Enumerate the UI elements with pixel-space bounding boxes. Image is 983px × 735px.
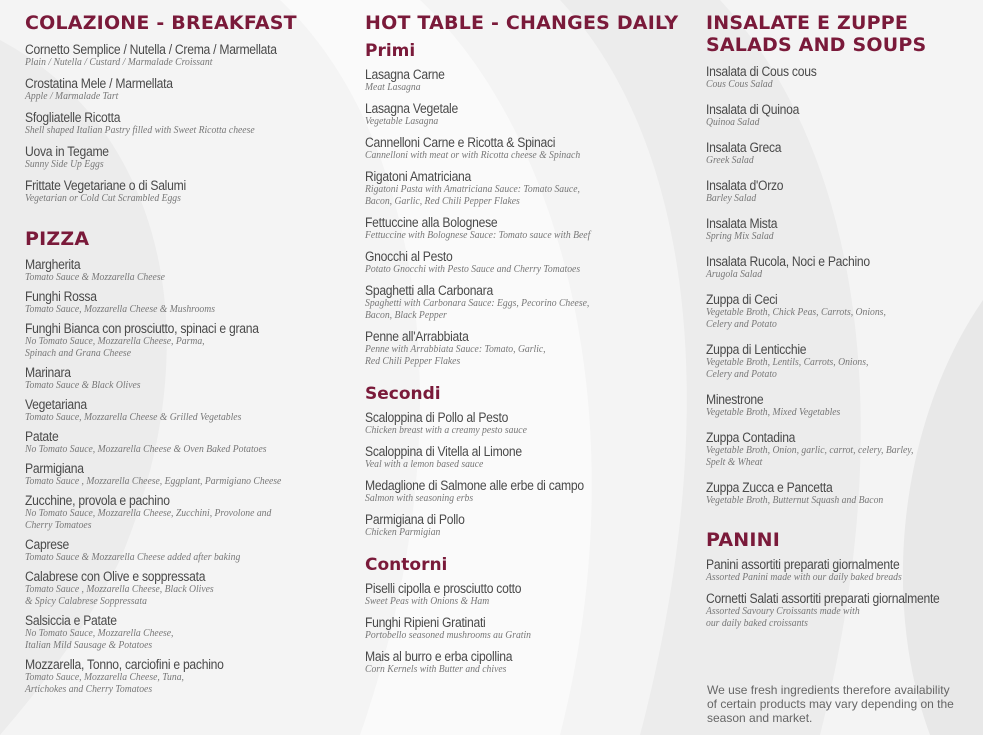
item-name: Uova in Tegame	[25, 144, 109, 159]
menu-item	[365, 101, 695, 128]
secondi-list	[365, 410, 695, 539]
menu-item	[706, 140, 976, 167]
item-name: Sfogliatelle Ricotta	[25, 110, 121, 125]
menu-item	[25, 429, 345, 456]
menu-item	[706, 64, 976, 91]
item-name: Zuppa di Ceci	[706, 292, 778, 307]
menu-item	[365, 329, 695, 368]
item-name: Caprese	[25, 537, 70, 552]
primi-list	[365, 67, 695, 368]
item-name: Zuppa Zucca e Pancetta	[706, 480, 833, 495]
column-salads-panini	[706, 12, 976, 630]
item-name: Cornetto Semplice / Nutella / Crema / Marmellata	[25, 42, 277, 57]
item-name: Panini assortiti preparati giornalmente	[706, 557, 900, 572]
menu-item	[706, 430, 976, 469]
item-name: Mozzarella, Tonno, carciofini e pachino	[25, 657, 224, 672]
item-desc: Potato Gnocchi with Pesto Sauce and Cherry Tomatoes	[365, 264, 581, 275]
menu-item	[365, 135, 695, 162]
item-desc: Tomato Sauce, Mozzarella Cheese, Tuna, Artichokes and Cherry Tomatoes	[25, 672, 184, 695]
menu-item	[365, 512, 695, 539]
item-desc: Penne with Arrabbiata Sauce: Tomato, Garlic, Red Chili Pepper Flakes	[365, 344, 546, 367]
item-desc: Rigatoni Pasta with Amatriciana Sauce: Tomato Sauce, Bacon, Garlic, Red Chili Pepper Flakes	[365, 184, 580, 207]
menu-item	[25, 289, 345, 316]
menu-item	[365, 410, 695, 437]
item-name: Parmigiana di Pollo	[365, 512, 465, 527]
item-desc: Vegetable Broth, Lentils, Carrots, Onions, Celery and Potato	[706, 357, 869, 380]
item-desc: Plain / Nutella / Custard / Marmalade Croissant	[25, 57, 213, 68]
item-desc: Meat Lasagna	[365, 82, 421, 93]
menu-item	[365, 581, 695, 608]
menu-item	[706, 102, 976, 129]
item-name: Rigatoni Amatriciana	[365, 169, 472, 184]
item-name: Spaghetti alla Carbonara	[365, 283, 493, 298]
salads-heading-italian: INSALATE E ZUPPE	[706, 12, 909, 34]
item-name: Insalata Rucola, Noci e Pachino	[706, 254, 870, 269]
item-name: Zuppa Contadina	[706, 430, 796, 445]
panini-list	[706, 557, 976, 630]
item-desc: Greek Salad	[706, 155, 754, 166]
hot-table-heading: HOT TABLE - CHANGES DAILY	[365, 12, 679, 34]
menu-item	[25, 613, 345, 652]
item-desc: Vegetable Broth, Onion, garlic, carrot, celery, Barley, Spelt & Wheat	[706, 445, 914, 468]
item-desc: Spaghetti with Carbonara Sauce: Eggs, Pecorino Cheese, Bacon, Black Pepper	[365, 298, 590, 321]
item-name: Marinara	[25, 365, 71, 380]
item-desc: Sunny Side Up Eggs	[25, 159, 104, 170]
item-desc: Vegetable Broth, Mixed Vegetables	[706, 407, 841, 418]
item-desc: Tomato Sauce & Mozzarella Cheese	[25, 272, 165, 283]
item-desc: Apple / Marmalade Tart	[25, 91, 119, 102]
menu-item	[706, 292, 976, 331]
item-name: Lasagna Carne	[365, 67, 445, 82]
panini-heading: PANINI	[706, 529, 781, 551]
menu-item	[365, 169, 695, 208]
menu-item	[25, 144, 345, 171]
menu-item	[25, 42, 345, 69]
item-desc: Chicken Parmigian	[365, 527, 441, 538]
item-name: Mais al burro e erba cipollina	[365, 649, 513, 664]
menu-item	[706, 254, 976, 281]
item-desc: Vegetable Broth, Butternut Squash and Bacon	[706, 495, 884, 506]
item-name: Funghi Ripieni Gratinati	[365, 615, 486, 630]
item-desc: Veal with a lemon based sauce	[365, 459, 484, 470]
menu-item	[706, 591, 976, 630]
item-name: Insalata di Quinoa	[706, 102, 800, 117]
menu-item	[365, 615, 695, 642]
item-name: Lasagna Vegetale	[365, 101, 458, 116]
menu-item	[25, 569, 345, 608]
item-desc: Fettuccine with Bolognese Sauce: Tomato sauce with Beef	[365, 230, 591, 241]
item-desc: Tomato Sauce , Mozzarella Cheese, Black Olives & Spicy Calabrese Soppressata	[25, 584, 214, 607]
item-name: Insalata Greca	[706, 140, 782, 155]
item-name: Penne all'Arrabbiata	[365, 329, 469, 344]
item-desc: No Tomato Sauce, Mozzarella Cheese, Italian Mild Sausage & Potatoes	[25, 628, 174, 651]
menu-item	[365, 649, 695, 676]
item-name: Salsiccia e Patate	[25, 613, 117, 628]
menu-item	[25, 76, 345, 103]
item-name: Zuppa di Lenticchie	[706, 342, 807, 357]
menu-item	[365, 283, 695, 322]
item-desc: Shell shaped Italian Pastry filled with Sweet Ricotta cheese	[25, 125, 255, 136]
menu-item	[25, 321, 345, 360]
menu-item	[706, 216, 976, 243]
menu-item	[25, 365, 345, 392]
item-name: Funghi Bianca con prosciutto, spinaci e grana	[25, 321, 259, 336]
item-desc: Tomato Sauce, Mozzarella Cheese & Mushrooms	[25, 304, 215, 315]
menu-item	[706, 342, 976, 381]
item-desc: Cous Cous Salad	[706, 79, 773, 90]
breakfast-list	[25, 42, 345, 205]
item-desc: Chicken breast with a creamy pesto sauce	[365, 425, 527, 436]
secondi-heading: Secondi	[365, 384, 441, 404]
menu-item	[25, 657, 345, 696]
item-desc: Tomato Sauce, Mozzarella Cheese & Grilled Vegetables	[25, 412, 242, 423]
item-name: Minestrone	[706, 392, 764, 407]
menu-item	[706, 557, 976, 584]
item-name: Piselli cipolla e prosciutto cotto	[365, 581, 522, 596]
menu-item	[365, 67, 695, 94]
pizza-heading: PIZZA	[25, 228, 90, 250]
item-desc: Tomato Sauce , Mozzarella Cheese, Eggplant, Parmigiano Cheese	[25, 476, 282, 487]
item-name: Insalata di Cous cous	[706, 64, 817, 79]
salads-list	[706, 64, 976, 507]
menu-item	[365, 444, 695, 471]
column-hot-table	[365, 12, 695, 676]
menu-item	[706, 178, 976, 205]
item-name: Insalata d'Orzo	[706, 178, 784, 193]
menu-item	[706, 392, 976, 419]
item-desc: Assorted Panini made with our daily baked breads	[706, 572, 902, 583]
menu-item	[25, 178, 345, 205]
menu-item	[25, 461, 345, 488]
item-desc: Salmon with seasoning erbs	[365, 493, 474, 504]
menu-item	[25, 493, 345, 532]
availability-note: We use fresh ingredients therefore availability of certain products may vary depending on the season and market.	[707, 683, 954, 725]
item-name: Vegetariana	[25, 397, 87, 412]
pizza-list	[25, 257, 345, 696]
menu-item	[25, 257, 345, 284]
item-name: Scaloppina di Vitella al Limone	[365, 444, 522, 459]
item-name: Gnocchi al Pesto	[365, 249, 453, 264]
contorni-heading: Contorni	[365, 555, 448, 575]
item-desc: Barley Salad	[706, 193, 757, 204]
item-name: Zucchine, provola e pachino	[25, 493, 170, 508]
menu-item	[365, 478, 695, 505]
item-desc: Vegetable Broth, Chick Peas, Carrots, Onions, Celery and Potato	[706, 307, 886, 330]
item-name: Margherita	[25, 257, 81, 272]
salads-heading-english: SALADS AND SOUPS	[706, 34, 927, 56]
menu-item	[25, 537, 345, 564]
item-name: Crostatina Mele / Marmellata	[25, 76, 173, 91]
item-desc: Vegetarian or Cold Cut Scrambled Eggs	[25, 193, 181, 204]
column-breakfast-pizza	[25, 12, 345, 696]
item-name: Funghi Rossa	[25, 289, 97, 304]
item-name: Patate	[25, 429, 59, 444]
item-name: Parmigiana	[25, 461, 84, 476]
item-name: Frittate Vegetariane o di Salumi	[25, 178, 186, 193]
item-name: Fettuccine alla Bolognese	[365, 215, 498, 230]
item-desc: No Tomato Sauce, Mozzarella Cheese, Parma, Spinach and Grana Cheese	[25, 336, 205, 359]
item-desc: Corn Kernels with Butter and chives	[365, 664, 507, 675]
item-desc: No Tomato Sauce, Mozzarella Cheese & Oven Baked Potatoes	[25, 444, 267, 455]
item-name: Medaglione di Salmone alle erbe di campo	[365, 478, 584, 493]
item-desc: Sweet Peas with Onions & Ham	[365, 596, 490, 607]
item-desc: Cannelloni with meat or with Ricotta cheese & Spinach	[365, 150, 581, 161]
item-desc: Assorted Savoury Croissants made with our daily baked croissants	[706, 606, 860, 629]
item-name: Cornetti Salati assortiti preparati giornalmente	[706, 591, 940, 606]
menu-item	[365, 249, 695, 276]
menu-item	[25, 110, 345, 137]
item-desc: Quinoa Salad	[706, 117, 760, 128]
item-desc: Tomato Sauce & Black Olives	[25, 380, 141, 391]
menu-item	[706, 480, 976, 507]
item-name: Calabrese con Olive e soppressata	[25, 569, 206, 584]
item-desc: Arugola Salad	[706, 269, 763, 280]
menu-item	[365, 215, 695, 242]
item-name: Insalata Mista	[706, 216, 778, 231]
item-name: Scaloppina di Pollo al Pesto	[365, 410, 509, 425]
item-desc: Vegetable Lasagna	[365, 116, 439, 127]
contorni-list	[365, 581, 695, 676]
primi-heading: Primi	[365, 41, 416, 61]
breakfast-heading: COLAZIONE - BREAKFAST	[25, 12, 297, 34]
menu-item	[25, 397, 345, 424]
item-desc: Tomato Sauce & Mozzarella Cheese added after baking	[25, 552, 241, 563]
item-desc: Spring Mix Salad	[706, 231, 774, 242]
item-desc: Portobello seasoned mushrooms au Gratin	[365, 630, 532, 641]
item-name: Cannelloni Carne e Ricotta & Spinaci	[365, 135, 556, 150]
item-desc: No Tomato Sauce, Mozzarella Cheese, Zucchini, Provolone and Cherry Tomatoes	[25, 508, 272, 531]
